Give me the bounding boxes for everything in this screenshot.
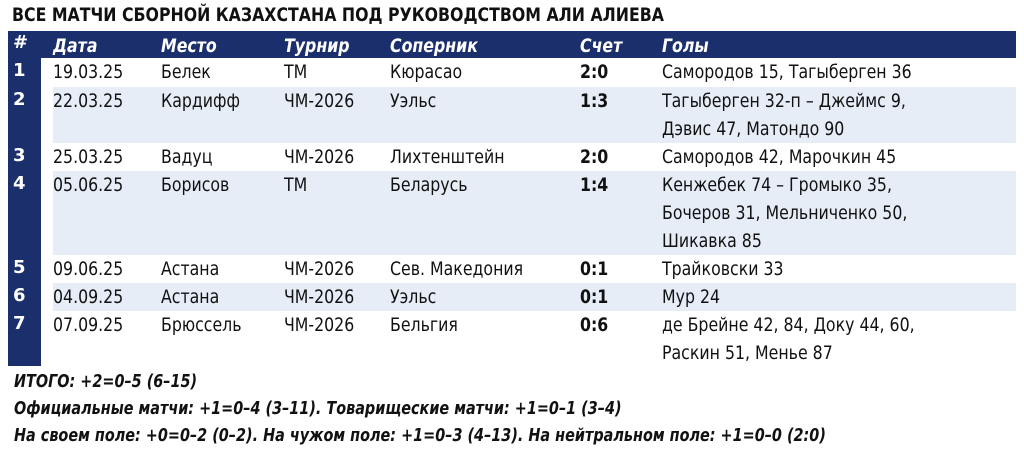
row-place: Астана [161, 286, 220, 308]
row-score: 2:0 [580, 61, 609, 83]
row-goals [662, 311, 915, 367]
row-goals [662, 58, 912, 86]
row-tournament: ТМ [284, 61, 308, 83]
goal-line: Дэвис 47, Матондо 90 [662, 118, 845, 140]
row-place: Брюссель [161, 314, 242, 336]
row-place: Борисов [161, 174, 230, 196]
header-opponent: Соперник [390, 35, 478, 57]
table-row [8, 283, 1016, 311]
summary-official: Официальные матчи: +1=0–4 (3–11). Товарищеские матчи: +1=0–1 (3–4) [14, 398, 622, 419]
header-goals: Голы [662, 35, 709, 57]
row-score: 1:4 [580, 174, 609, 196]
goal-line: Бочеров 31, Мельниченко 50, [662, 202, 908, 224]
row-date: 05.06.25 [53, 174, 124, 196]
header-tournament: Турнир [284, 35, 350, 57]
table-header [8, 31, 1016, 58]
table-row [8, 311, 1016, 366]
row-date: 25.03.25 [53, 146, 124, 168]
row-goals [662, 255, 784, 283]
goal-line: Мур 24 [662, 286, 721, 308]
row-opponent: Кюрасао [390, 61, 463, 83]
goal-line: де Брейне 42, 84, Доку 44, 60, [662, 314, 915, 336]
header-score: Счет [580, 35, 623, 57]
row-num: 3 [8, 143, 41, 171]
row-opponent: Уэльс [390, 90, 437, 112]
row-tournament: ЧМ-2026 [284, 286, 355, 308]
goal-line: Самородов 15, Тагыберген 36 [662, 61, 912, 83]
row-tournament: ЧМ-2026 [284, 90, 355, 112]
row-score: 0:1 [580, 258, 609, 280]
row-tournament: ТМ [284, 174, 308, 196]
goal-line: Кенжебек 74 – Громыко 35, [662, 174, 892, 196]
row-goals [662, 171, 907, 255]
row-opponent: Сев. Македония [390, 258, 524, 280]
row-score: 2:0 [580, 146, 609, 168]
row-num: 4 [8, 171, 41, 255]
row-tournament: ЧМ-2026 [284, 146, 355, 168]
row-opponent: Лихтенштейн [390, 146, 505, 168]
goal-line: Трайковски 33 [662, 258, 784, 280]
table-row [8, 143, 1016, 171]
table-title: ВСЕ МАТЧИ СБОРНОЙ КАЗАХСТАНА ПОД РУКОВОДСТВОМ АЛИ АЛИЕВА [12, 4, 664, 26]
goal-line: Раскин 51, Менье 87 [662, 342, 833, 364]
row-score: 0:6 [580, 314, 609, 336]
row-score: 1:3 [580, 90, 609, 112]
goal-line: Тагыберген 32-п – Джеймс 9, [662, 90, 906, 112]
row-goals [662, 143, 896, 171]
row-opponent: Бельгия [390, 314, 458, 336]
goal-line: Шикавка 85 [662, 230, 762, 252]
row-score: 0:1 [580, 286, 609, 308]
summary-total: ИТОГО: +2=0–5 (6–15) [14, 371, 198, 392]
table-row [8, 87, 1016, 143]
summary-venues: На своем поле: +0=0–2 (0–2). На чужом поле: +1=0–3 (4–13). На нейтральном поле: +1=0–0 (2:0) [14, 425, 826, 446]
header-place: Место [161, 35, 217, 57]
row-date: 09.06.25 [53, 258, 124, 280]
row-goals [662, 283, 720, 311]
row-opponent: Беларусь [390, 174, 468, 196]
row-num: 1 [8, 58, 41, 87]
row-opponent: Уэльс [390, 286, 437, 308]
row-num: 6 [8, 283, 41, 311]
header-date: Дата [53, 35, 98, 57]
row-date: 19.03.25 [53, 61, 124, 83]
matches-table [8, 31, 1016, 366]
goal-line: Самородов 42, Марочкин 45 [662, 146, 897, 168]
table-row [8, 255, 1016, 283]
row-date: 22.03.25 [53, 90, 124, 112]
row-date: 07.09.25 [53, 314, 124, 336]
row-goals [662, 87, 906, 143]
header-num: # [13, 32, 29, 53]
row-place: Вадуц [161, 146, 213, 168]
row-num: 7 [8, 311, 41, 366]
row-date: 04.09.25 [53, 286, 124, 308]
row-place: Астана [161, 258, 220, 280]
row-place: Кардифф [161, 90, 240, 112]
row-place: Белек [161, 61, 211, 83]
row-num: 2 [8, 87, 41, 143]
table-row [8, 171, 1016, 255]
row-num: 5 [8, 255, 41, 283]
row-tournament: ЧМ-2026 [284, 314, 355, 336]
row-tournament: ЧМ-2026 [284, 258, 355, 280]
table-row [8, 58, 1016, 87]
